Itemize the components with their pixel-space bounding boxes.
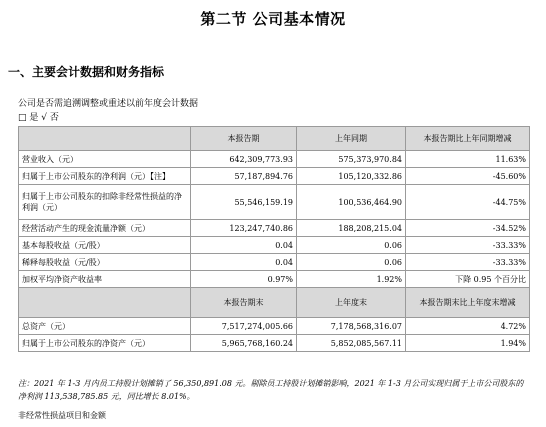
financial-data-table [18, 126, 530, 352]
table-row [19, 220, 530, 237]
cell-value: 7,178,568,316.07 [297, 318, 406, 335]
cell-value: 0.06 [297, 237, 406, 254]
table-row [19, 151, 530, 168]
header-cell-current-period: 本报告期 [191, 127, 297, 151]
table-row [19, 335, 530, 352]
cell-value: 55,546,159.19 [191, 185, 297, 220]
section-title: 一、主要会计数据和财务指标 [8, 65, 165, 79]
cell-value: 0.04 [191, 237, 297, 254]
cell-value: 0.04 [191, 254, 297, 271]
footnote: 注：2021 年 1-3 月内员工持股计划摊销了 56,350,891.08 元。剔除员工持股计划摊销影响，2021 年 1-3 月公司实现归属于上市公司股东的净利润 113,538,785.85 元，同比增长 8.01%。 [18, 379, 524, 401]
cell-value: 100,536,464.90 [297, 185, 406, 220]
restatement-question: 公司是否需追溯调整或重述以前年度会计数据 [18, 99, 199, 109]
row-label: 总资产（元） [19, 318, 191, 335]
cell-value: 575,373,970.84 [297, 151, 406, 168]
table-row [19, 254, 530, 271]
cell-value: -45.60% [406, 168, 530, 185]
row-label: 归属于上市公司股东的扣除非经常性损益的净利润（元） [19, 185, 191, 220]
cell-value: 123,247,740.86 [191, 220, 297, 237]
table-row [19, 271, 530, 288]
header-cell-change: 本报告期末比上年度末增减 [406, 288, 530, 318]
cell-value: -33.33% [406, 237, 530, 254]
page-title: 第二节 公司基本情况 [200, 10, 346, 28]
row-label: 营业收入（元） [19, 151, 191, 168]
cell-value: 105,120,332.86 [297, 168, 406, 185]
row-label: 归属于上市公司股东的净资产（元） [19, 335, 191, 352]
row-label: 归属于上市公司股东的净利润（元）【注】 [19, 168, 191, 185]
header-cell-prior-year-end: 上年度末 [297, 288, 406, 318]
header-cell-change: 本报告期比上年同期增减 [406, 127, 530, 151]
cell-value: 下降 0.95 个百分比 [406, 271, 530, 288]
next-section-label: 非经常性损益项目和金额 [18, 411, 106, 420]
restatement-answer: □ 是 √ 否 [18, 113, 59, 123]
cell-value: 7,517,274,005.66 [191, 318, 297, 335]
header-cell-blank [19, 127, 191, 151]
cell-value: 0.06 [297, 254, 406, 271]
cell-value: 1.94% [406, 335, 530, 352]
header-cell-blank [19, 288, 191, 318]
cell-value: 0.97% [191, 271, 297, 288]
row-label: 经营活动产生的现金流量净额（元） [19, 220, 191, 237]
cell-value: -44.75% [406, 185, 530, 220]
header-cell-period-end: 本报告期末 [191, 288, 297, 318]
table-row [19, 185, 530, 220]
table-header-row [19, 288, 530, 318]
cell-value: 57,187,894.76 [191, 168, 297, 185]
header-cell-prior-period: 上年同期 [297, 127, 406, 151]
cell-value: 188,208,215.04 [297, 220, 406, 237]
cell-value: -34.52% [406, 220, 530, 237]
table-header-row [19, 127, 530, 151]
row-label: 基本每股收益（元/股） [19, 237, 191, 254]
row-label: 稀释每股收益（元/股） [19, 254, 191, 271]
cell-value: -33.33% [406, 254, 530, 271]
cell-value: 642,309,773.93 [191, 151, 297, 168]
cell-value: 11.63% [406, 151, 530, 168]
cell-value: 4.72% [406, 318, 530, 335]
cell-value: 1.92% [297, 271, 406, 288]
cell-value: 5,852,085,567.11 [297, 335, 406, 352]
table-row [19, 237, 530, 254]
table-row [19, 168, 530, 185]
row-label: 加权平均净资产收益率 [19, 271, 191, 288]
table-row [19, 318, 530, 335]
cell-value: 5,965,768,160.24 [191, 335, 297, 352]
